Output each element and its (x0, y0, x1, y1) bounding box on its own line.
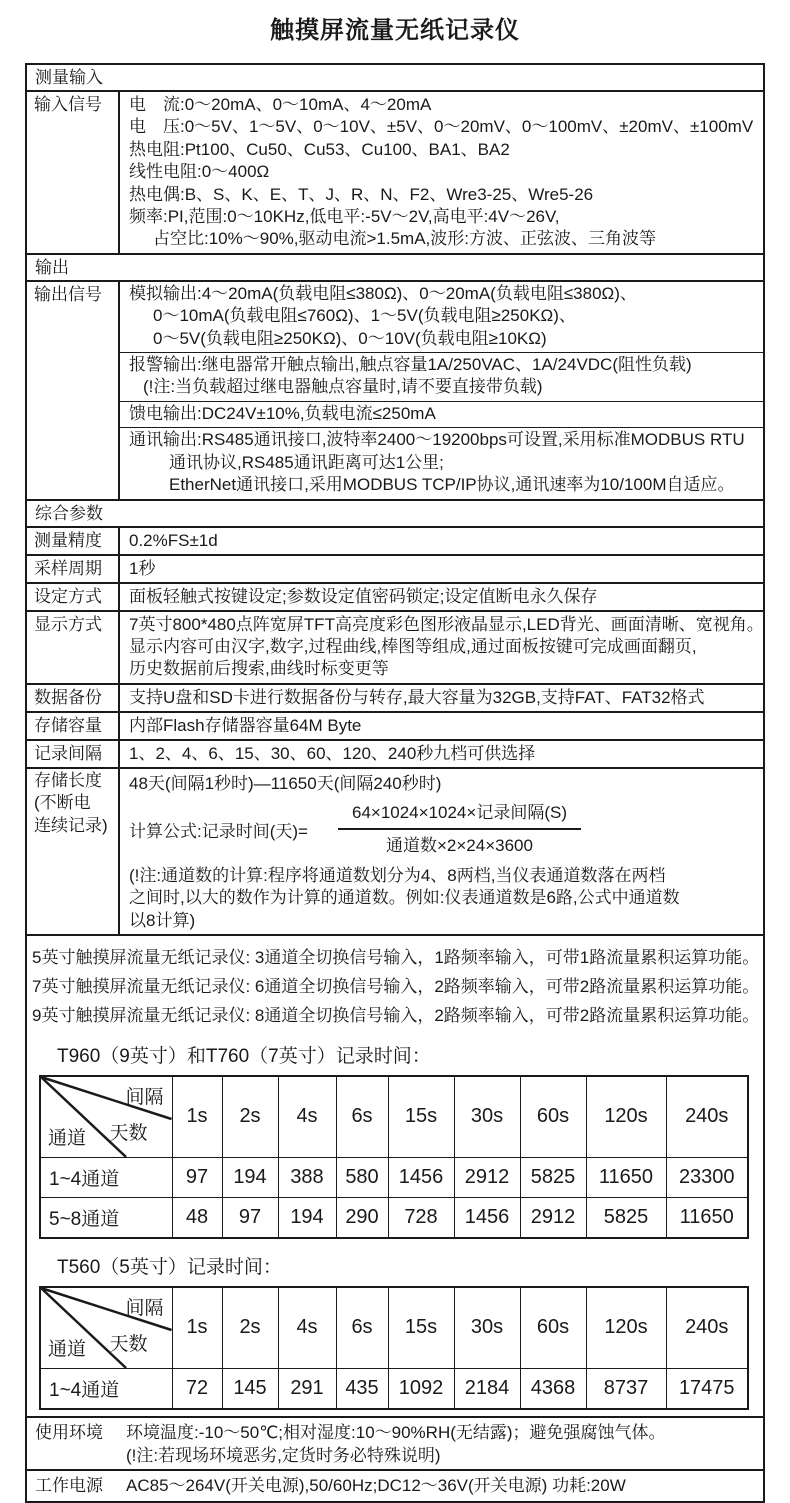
days-value-cell: 580 (336, 1157, 388, 1197)
spec-label-power: 工作电源 (35, 1475, 103, 1495)
spec-label-storage-length: 存储长度 (34, 770, 102, 790)
page-title: 触摸屏流量无纸记录仪 (270, 17, 520, 44)
spec-line: EtherNet通讯接口,采用MODBUS TCP/IP协议,通讯速率为10/100M自适应。 (169, 475, 735, 495)
spec-line: 显示内容可由汉字,数字,过程曲线,棒图等组成,通过面板按键可完成画面翻页, (129, 636, 697, 656)
interval-header-cell: 6s (336, 1287, 388, 1369)
interval-header-cell: 2s (222, 1287, 278, 1369)
spec-label-storage-length: 连续记录) (34, 815, 108, 835)
spec-line: 电 压:0～5V、1～5V、0～10V、±5V、0～20mV、0～100mV、±20mV、±100mV (129, 117, 754, 137)
spec-note-line: 之间时,以大的数作为计算的通道数。例如:仪表通道数是6路,公式中通道数 (129, 888, 680, 908)
interval-header-cell: 240s (666, 1287, 748, 1369)
model-descriptions (27, 936, 763, 1032)
interval-header-cell: 1s (172, 1287, 222, 1369)
corner-label-days: 天数 (109, 1122, 148, 1144)
interval-header-cell: 60s (520, 1076, 586, 1158)
diagonal-corner-cell (40, 1287, 172, 1369)
days-value-cell: 291 (278, 1368, 336, 1409)
spec-label-backup: 数据备份 (27, 685, 120, 711)
spec-row-storage-length (27, 769, 763, 936)
days-value-cell: 194 (222, 1157, 278, 1197)
days-value-cell: 1456 (388, 1157, 454, 1197)
spec-label-environment: 使用环境 (35, 1422, 103, 1442)
spec-label-input-signal: 输入信号 (27, 92, 120, 253)
model-line-7inch: 7英寸触摸屏流量无纸记录仪: 6通道全切换信号输入，2路频率输入，可带2路流量累积运算功能。 (32, 976, 760, 996)
days-value-cell: 5825 (586, 1197, 666, 1238)
days-value-cell: 2912 (454, 1157, 520, 1197)
corner-label-interval: 间隔 (125, 1086, 164, 1108)
storage-range: 48天(间隔1秒时)—11650天(间隔240秒时) (129, 773, 442, 793)
spec-line: 通讯输出:RS485通讯接口,波特率2400～19200bps可设置,采用标准MODBUS RTU (129, 430, 745, 450)
spec-line: (!注:当负载超过继电器触点容量时,请不要直接带负载) (143, 377, 543, 397)
interval-header-cell: 4s (278, 1287, 336, 1369)
spec-line: 电 流:0～20mA、0～10mA、4～20mA (129, 95, 432, 114)
spec-line: 占空比:10%～90%,驱动电流>1.5mA,波形:方波、正弦波、三角波等 (153, 229, 657, 249)
table-header-row (40, 1287, 748, 1369)
spec-line: 模拟输出:4～20mA(负载电阻≤380Ω)、0～20mA(负载电阻≤380Ω)、 (129, 283, 637, 303)
spec-line: 7英寸800*480点阵宽屏TFT高亮度彩色图形液晶显示,LED背光、画面清晰、宽视角。 (129, 614, 764, 634)
spec-label-output-signal: 输出信号 (27, 282, 120, 499)
spec-label-sampling: 采样周期 (27, 556, 120, 582)
record-days-row (40, 1197, 748, 1238)
spec-value: 1、2、4、6、15、30、60、120、240秒九档可供选择 (129, 743, 536, 763)
interval-header-cell: 30s (454, 1287, 520, 1369)
days-value-cell: 23300 (666, 1157, 748, 1197)
feed-output-block (120, 401, 763, 427)
spec-value: 1秒 (129, 558, 156, 578)
spec-line: 0～5V(负载电阻≥250KΩ)、0～10V(负载电阻≥10KΩ) (153, 328, 547, 348)
spec-label-interval: 记录间隔 (27, 741, 120, 767)
record-time-table-t960-t760 (39, 1075, 749, 1239)
spec-line: 线性电阻:0～400Ω (129, 162, 270, 182)
corner-label-channel: 通道 (48, 1338, 87, 1360)
days-value-cell: 48 (172, 1197, 222, 1238)
spec-row-interval (27, 741, 763, 769)
model-line-5inch: 5英寸触摸屏流量无纸记录仪: 3通道全切换信号输入，1路频率输入，可带1路流量累积运算功能。 (32, 947, 760, 967)
spec-label-setting: 设定方式 (27, 584, 120, 610)
analog-output-block (120, 282, 763, 352)
days-value-cell: 5825 (520, 1157, 586, 1197)
section-header-general: 综合参数 (27, 501, 763, 528)
spec-line: 历史数据前后搜索,曲线时标变更等 (129, 659, 389, 679)
days-value-cell: 2912 (520, 1197, 586, 1238)
record-time-formula (129, 800, 759, 860)
days-value-cell: 2184 (454, 1368, 520, 1409)
interval-header-cell: 120s (586, 1287, 666, 1369)
spec-line: 频率:PI,范围:0～10KHz,低电平:-5V～2V,高电平:4V～26V, (129, 207, 560, 227)
spec-label-accuracy: 测量精度 (27, 528, 120, 554)
days-value-cell: 435 (336, 1368, 388, 1409)
days-value-cell: 4368 (520, 1368, 586, 1409)
interval-header-cell: 15s (388, 1076, 454, 1158)
interval-header-cell: 15s (388, 1287, 454, 1369)
interval-header-cell: 30s (454, 1076, 520, 1158)
spec-line: 热电阻:Pt100、Cu50、Cu53、Cu100、BA1、BA2 (129, 139, 510, 159)
interval-header-cell: 6s (336, 1076, 388, 1158)
power-value: AC85～264V(开关电源),50/60Hz;DC12～36V(开关电源) 功耗:20W (126, 1475, 626, 1495)
spec-line: 通讯协议,RS485通讯距离可达1公里; (169, 452, 444, 472)
spec-row-display (27, 612, 763, 685)
days-value-cell: 728 (388, 1197, 454, 1238)
spec-row-backup (27, 685, 763, 713)
days-value-cell: 17475 (666, 1368, 748, 1409)
spec-note-line: 以8计算) (129, 910, 196, 930)
formula-label: 计算公式:记录时间(天)= (129, 822, 308, 842)
spec-label-display: 显示方式 (27, 612, 120, 683)
spec-value: 0.2%FS±1d (129, 530, 218, 550)
spec-row-sampling (27, 556, 763, 584)
channel-label-cell: 1~4通道 (40, 1368, 172, 1409)
spec-row-setting (27, 584, 763, 612)
spec-label-storage-length: (不断电 (34, 793, 91, 813)
interval-header-cell: 2s (222, 1076, 278, 1158)
days-value-cell: 11650 (586, 1157, 666, 1197)
days-value-cell: 145 (222, 1368, 278, 1409)
spec-document (25, 63, 765, 1503)
alarm-output-block (120, 352, 763, 401)
interval-header-cell: 240s (666, 1076, 748, 1158)
days-value-cell: 11650 (666, 1197, 748, 1238)
comm-output-block (120, 427, 763, 498)
formula-numerator: 64×1024×1024×记录间隔(S) (338, 803, 581, 830)
model-line-9inch: 9英寸触摸屏流量无纸记录仪: 8通道全切换信号输入，2路频率输入，可带2路流量累积运算功能。 (32, 1005, 760, 1025)
interval-header-cell: 1s (172, 1076, 222, 1158)
days-value-cell: 72 (172, 1368, 222, 1409)
spec-value: 支持U盘和SD卡进行数据备份与转存,最大容量为32GB,支持FAT、FAT32格式 (129, 687, 705, 707)
spec-value: 内部Flash存储器容量64M Byte (129, 715, 362, 735)
days-value-cell: 1456 (454, 1197, 520, 1238)
corner-label-channel: 通道 (48, 1127, 87, 1149)
days-value-cell: 97 (222, 1197, 278, 1238)
table-heading-t960-t760: T960（9英寸）和T760（7英寸）记录时间： (57, 1045, 431, 1067)
spec-label-capacity: 存储容量 (27, 713, 120, 739)
spec-value: 面板轻触式按键设定;参数设定值密码锁定;设定值断电永久保存 (129, 586, 598, 606)
spec-row-environment (27, 1416, 763, 1469)
formula-denominator: 通道数×2×24×3600 (386, 836, 533, 856)
days-value-cell: 8737 (586, 1368, 666, 1409)
days-value-cell: 290 (336, 1197, 388, 1238)
spec-line: 报警输出:继电器常开触点输出,触点容量1A/250VAC、1A/24VDC(阻性负载) (129, 355, 692, 375)
spec-line: 0～10mA(负载电阻≤760Ω)、1～5V(负载电阻≥250KΩ)、 (153, 306, 576, 326)
channel-label-cell: 5~8通道 (40, 1197, 172, 1238)
interval-header-cell: 120s (586, 1076, 666, 1158)
formula-fraction (338, 803, 581, 856)
table-heading-t560: T560（5英寸）记录时间： (57, 1256, 282, 1278)
table-header-row (40, 1076, 748, 1158)
days-value-cell: 97 (172, 1157, 222, 1197)
spec-row-power (27, 1469, 763, 1501)
section-header-output: 输出 (27, 255, 763, 282)
spec-row-output-signal (27, 282, 763, 501)
record-time-table-t560 (39, 1286, 749, 1410)
spec-row-accuracy (27, 528, 763, 556)
spec-line: 馈电输出:DC24V±10%,负载电流≤250mA (129, 403, 436, 423)
spec-row-capacity (27, 713, 763, 741)
channel-label-cell: 1~4通道 (40, 1157, 172, 1197)
environment-line: 环境温度:-10～50℃;相对湿度:10～90%RH(无结露)；避免强腐蚀气体。 (126, 1422, 666, 1442)
corner-label-days: 天数 (109, 1333, 148, 1355)
record-days-row (40, 1368, 748, 1409)
spec-row-input-signal (27, 92, 763, 255)
spec-line: 热电偶:B、S、K、E、T、J、R、N、F2、Wre3-25、Wre5-26 (129, 184, 594, 204)
diagonal-corner-cell (40, 1076, 172, 1158)
corner-label-interval: 间隔 (125, 1297, 164, 1319)
days-value-cell: 388 (278, 1157, 336, 1197)
days-value-cell: 194 (278, 1197, 336, 1238)
spec-note-line: (!注:通道数的计算:程序将通道数划分为4、8两档,当仪表通道数落在两档 (129, 865, 666, 885)
interval-header-cell: 60s (520, 1287, 586, 1369)
environment-note-line: (!注:若现场环境恶劣,定货时务必特殊说明) (126, 1445, 441, 1465)
record-days-row (40, 1157, 748, 1197)
interval-header-cell: 4s (278, 1076, 336, 1158)
days-value-cell: 1092 (388, 1368, 454, 1409)
section-header-measure-input: 测量输入 (27, 65, 763, 92)
